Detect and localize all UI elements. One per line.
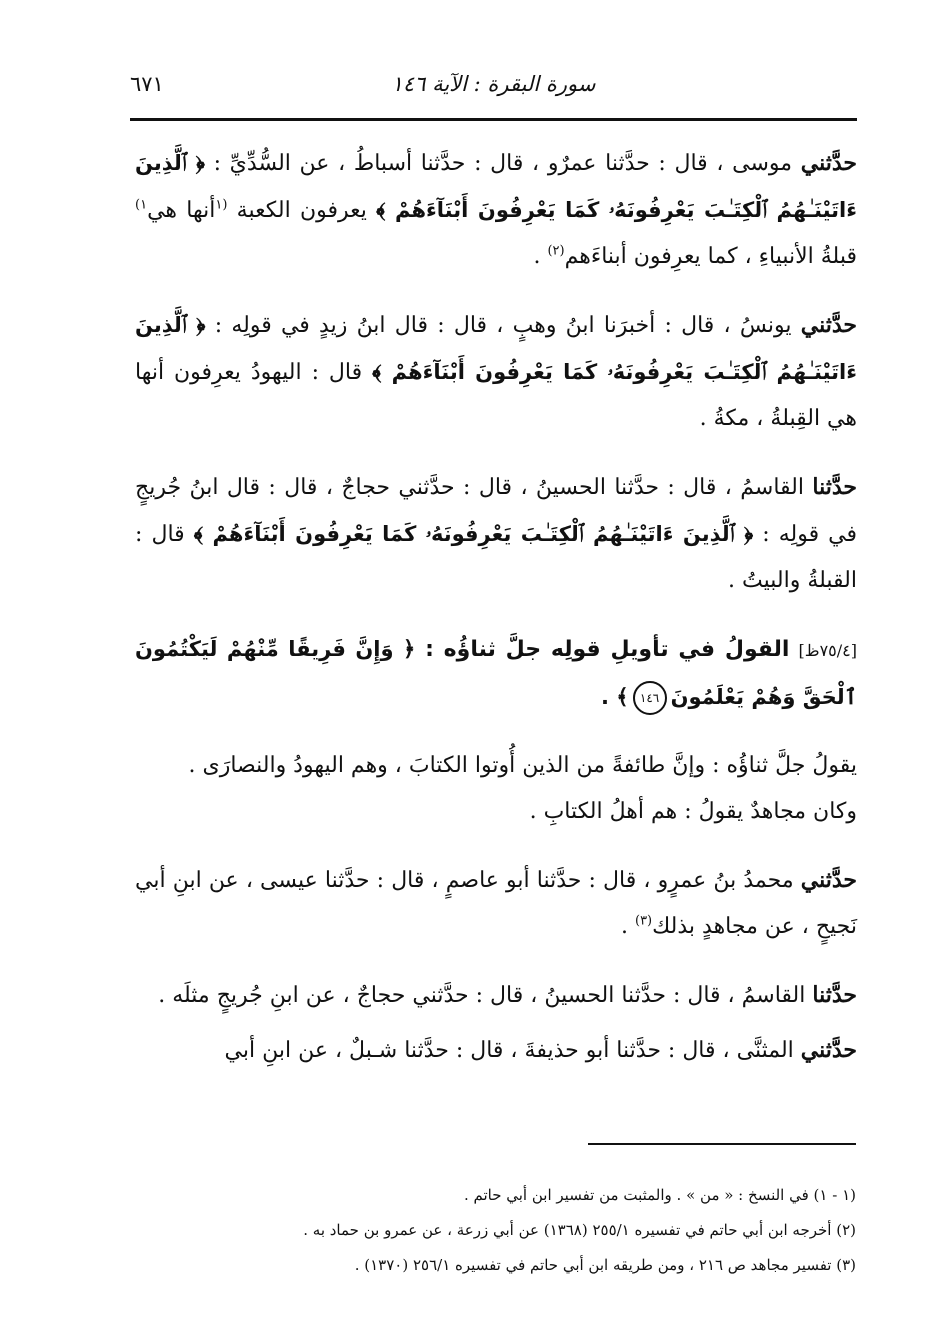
footnote: (٣) تفسير مجاهد ص ٢١٦ ، ومن طريقه ابن أبي حاتم في تفسيره ٢٥٦/١ (١٣٧٠) .: [354, 1256, 856, 1274]
narration-paragraph: [135, 302, 857, 442]
narration-text: أنها هي: [147, 198, 216, 223]
running-title: سورة البقرة : الآية ١٤٦: [391, 72, 596, 96]
narration-paragraph: [135, 1027, 857, 1074]
footnote: (٢) أخرجه ابن أبي حاتم في تفسيره ٢٥٥/١ (١٣٦٨) عن أبي زرعة ، عن عمرو بن حماد به .: [303, 1221, 856, 1239]
ayah-number-icon: ١٤٦: [633, 681, 667, 715]
commentary-paragraph: [135, 743, 857, 835]
narration-end: .: [620, 914, 635, 939]
quran-verse: ﴿ وَإِنَّ فَرِيقًا مِّنْهُمْ لَيَكْتُمُونَ ٱلْحَقَّ وَهُمْ يَعْلَمُونَ: [135, 637, 857, 709]
narration-lead: حدَّثني: [800, 867, 857, 893]
narration-text: قال : اليهودُ يعرِفون أنها هي القِبلةُ ، مكةُ .: [135, 360, 857, 431]
page-header: [130, 70, 857, 110]
narration-text: موسى ، قال : حدَّثنا عمرٌو ، قال : حدَّثنا أسباطُ ، عن السُّدِّيِّ :: [204, 151, 801, 176]
quran-quote: ﴿ ٱلَّذِينَ ءَاتَيْنَـٰهُمُ ٱلْكِتَـٰبَ يَعْرِفُونَهُۥ كَمَا يَعْرِفُونَ أَبْنَآءَهُمْ ﴾: [193, 522, 754, 546]
footnote-marker: ١): [135, 197, 148, 213]
narration-text: قبلةُ الأنبياءِ ، كما يعرِفون أبناءَهم: [564, 244, 857, 269]
commentary-line: وكان مجاهدٌ يقولُ : هم أهلُ الكتابِ .: [529, 799, 857, 824]
footnote-rule: [588, 1143, 856, 1145]
quran-close: ﴾ .: [600, 685, 629, 709]
narration-lead: حدَّثنا: [812, 474, 857, 500]
narration-text: القاسمُ ، قال : حدَّثنا الحسينُ ، قال : حدَّثني حجاجٌ ، عن ابنِ جُريجٍ مثلَه .: [158, 983, 813, 1008]
narration-text: المثنَّى ، قال : حدَّثنا أبو حذيفةَ ، قال : حدَّثنا شـبلٌ ، عن ابنِ أبي: [224, 1038, 801, 1063]
footnote-marker: (٢): [547, 243, 565, 259]
narration-lead: حدَّثنا: [812, 982, 857, 1008]
page-number: ٦٧١: [130, 72, 164, 96]
narration-paragraph: [135, 464, 857, 604]
narration-text: يعرفون الكعبة: [227, 198, 377, 223]
quran-quote: ﴿ ٱلَّذِينَ ءَاتَيْنَـٰهُمُ ٱلْكِتَـٰبَ يَعْرِفُونَهُۥ كَمَا يَعْرِفُونَ أَبْنَآءَهُمْ ﴾: [135, 151, 857, 222]
narration-paragraph: [135, 140, 857, 280]
section-heading: [135, 626, 857, 721]
narration-paragraph: [135, 972, 857, 1019]
header-rule: [130, 118, 857, 121]
narration-paragraph: [135, 857, 857, 950]
narration-lead: حدَّثني: [800, 312, 857, 338]
narration-lead: حدَّثني: [800, 1037, 857, 1063]
narration-text: محمدُ بنُ عمرٍو ، قال : حدَّثنا أبو عاصمٍ ، قال : حدَّثنا عيسى ، عن ابنِ أبي نَجيحٍ ، عن مجاهدٍ بذلك: [135, 868, 857, 939]
commentary-line: يقولُ جلَّ ثناؤُه : وإنَّ طائفةً من الذين أُوتوا الكتابَ ، وهم اليهودُ والنصارَى .: [188, 753, 857, 778]
quran-quote: ﴿ ٱلَّذِينَ ءَاتَيْنَـٰهُمُ ٱلْكِتَـٰبَ يَعْرِفُونَهُۥ كَمَا يَعْرِفُونَ أَبْنَآءَهُمْ ﴾: [135, 313, 857, 384]
manuscript-ref: [٧٥/٤ظ]: [798, 641, 857, 660]
footnotes: [200, 1178, 856, 1283]
narration-text: يونسُ ، قال : أخبرَنا ابنُ وهبٍ ، قال : قال ابنُ زيدٍ في قولِه :: [205, 313, 801, 338]
footnote-marker: (٣): [634, 913, 653, 929]
footnote: (١ - ١) في النسخ : « من » . والمثبت من تفسير ابن أبي حاتم .: [463, 1186, 856, 1204]
heading-title: القولُ في تأويلِ قولِه جلَّ ثناؤُه :: [415, 637, 790, 662]
page-body: [135, 140, 857, 1096]
narration-lead: حدَّثني: [800, 150, 857, 176]
narration-text: القاسمُ ، قال : حدَّثنا الحسينُ ، قال : حدَّثني حجاجٌ ، قال : قال ابنُ جُريجٍ في قولِه :: [135, 475, 858, 547]
narration-end: .: [533, 244, 548, 269]
footnote-marker: (١: [215, 197, 228, 213]
narration-text: قال : القبلةُ والبيتُ .: [135, 522, 857, 593]
